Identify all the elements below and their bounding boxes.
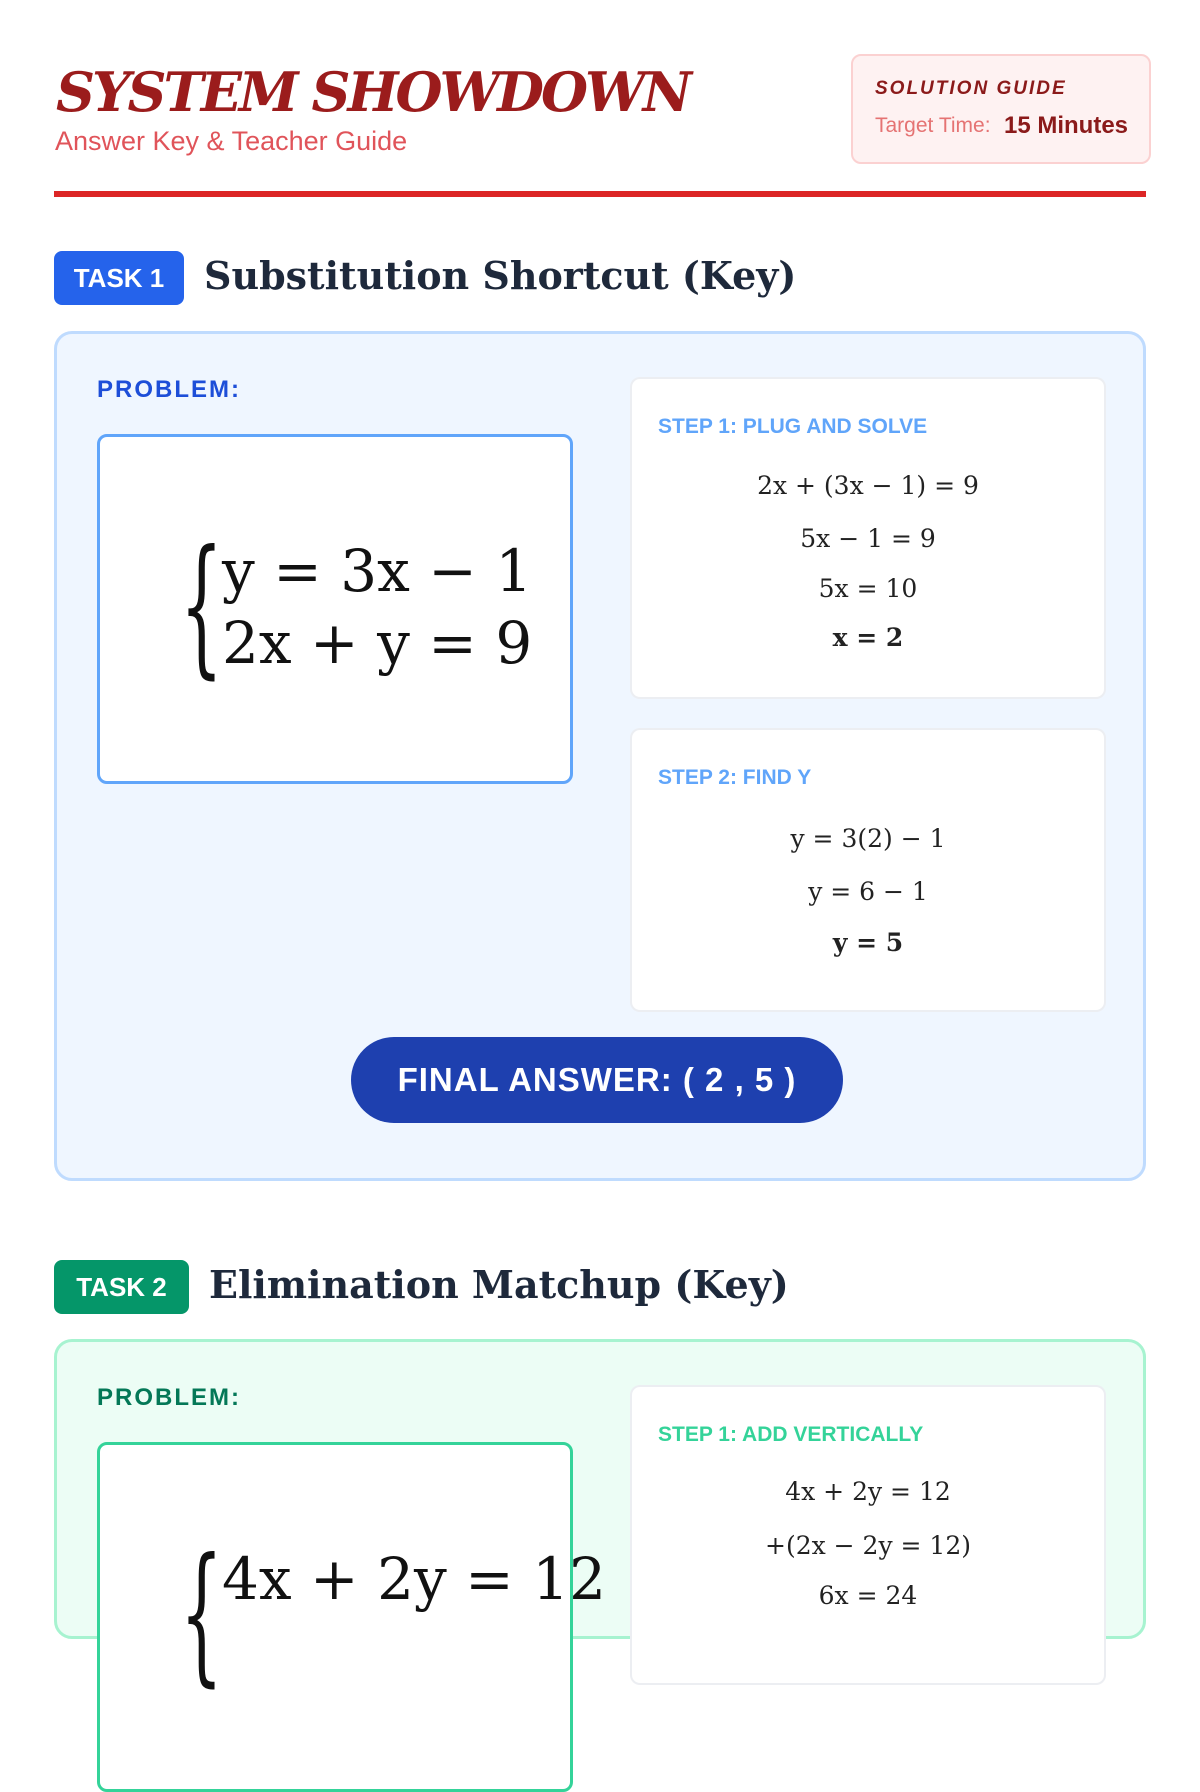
task2-title: Elimination Matchup (Key) [209, 1262, 789, 1307]
task1-step1-result: x = 2 [832, 623, 904, 652]
task2-equation-system [180, 1527, 607, 1701]
header-divider [54, 191, 1146, 197]
page-subtitle: Answer Key & Teacher Guide [55, 126, 408, 156]
task2-step1-line: +(2x − 2y = 12) [765, 1531, 971, 1560]
task1-step2-label: STEP 2: FIND Y [658, 766, 812, 789]
target-time-value: 15 Minutes [1004, 112, 1129, 139]
solution-guide-box [851, 54, 1151, 164]
task1-step2-line: y = 3(2) − 1 [790, 824, 946, 853]
final-answer-pill: FINAL ANSWER: ( 2 , 5 ) [351, 1037, 843, 1123]
solution-guide-label: SOLUTION GUIDE [875, 78, 1067, 99]
target-time-label: Target Time: [875, 114, 991, 137]
task1-step1-line: 5x = 10 [818, 574, 918, 603]
task1-problem-box [97, 434, 573, 784]
task2-badge: TASK 2 [54, 1260, 189, 1314]
task2-problem-label: PROBLEM: [97, 1384, 241, 1411]
left-brace: { [180, 1527, 223, 1701]
task1-problem-label: PROBLEM: [97, 376, 241, 403]
task1-step1-line: 2x + (3x − 1) = 9 [757, 471, 979, 500]
task2-equation-1: 4x + 2y = 12 [222, 1545, 607, 1613]
page-header [54, 52, 1146, 192]
task1-step1-line: 5x − 1 = 9 [800, 524, 936, 553]
task1-equation-system [180, 519, 533, 693]
page-title: SYSTEM SHOWDOWN [56, 60, 690, 124]
task2-step1-label: STEP 1: ADD VERTICALLY [658, 1423, 924, 1446]
task2-step1-line: 4x + 2y = 12 [785, 1477, 951, 1506]
task1-step2-result: y = 5 [832, 928, 904, 957]
task1-badge: TASK 1 [54, 251, 184, 305]
task2-card [54, 1339, 1146, 1701]
task1-card [54, 331, 1146, 1181]
task1-title: Substitution Shortcut (Key) [204, 253, 797, 298]
left-brace: { [180, 519, 223, 693]
task1-step1-panel [630, 377, 1106, 699]
task1-step2-line: y = 6 − 1 [808, 877, 928, 906]
task2-step1-panel [630, 1385, 1106, 1685]
task1-step2-panel [630, 728, 1106, 1012]
task1-step1-label: STEP 1: PLUG AND SOLVE [658, 415, 928, 438]
task2-problem-box [97, 1442, 607, 1792]
task1-equation-1: y = 3x − 1 [222, 537, 533, 605]
task1-equation-2: 2x + y = 9 [222, 609, 533, 677]
task2-step1-line: 6x = 24 [818, 1581, 918, 1610]
